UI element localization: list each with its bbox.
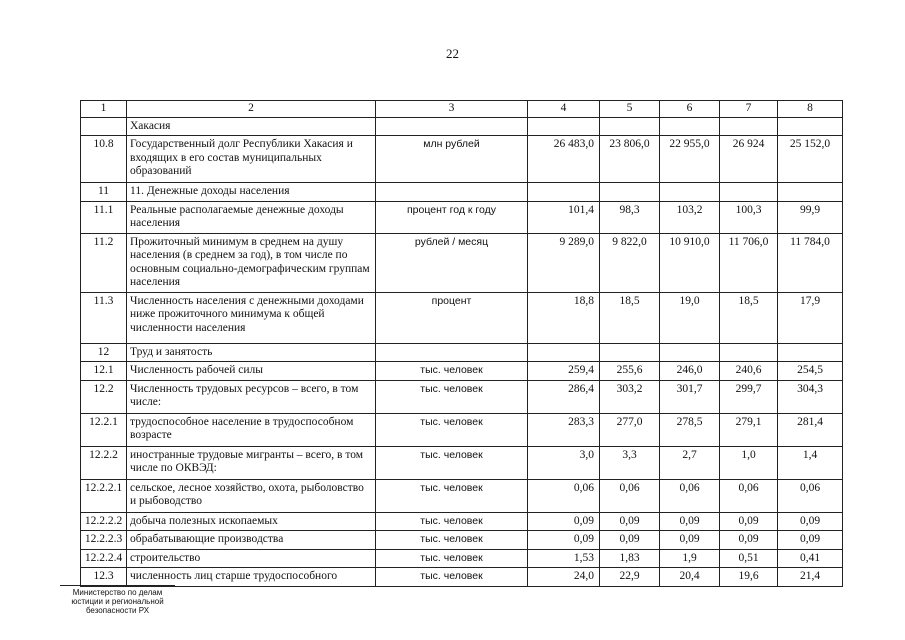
unit-cell: тыс. человек [376,512,528,531]
table-row [81,362,843,381]
value-cell: 304,3 [778,380,843,413]
indicator-name-cell: сельское, лесное хозяйство, охота, рыболовство и рыбоводство [127,479,376,512]
value-cell: 24,0 [528,568,600,587]
unit-cell: процент год к году [376,201,528,233]
table-row [81,136,843,183]
indicator-name-cell: обрабатывающие производства [127,531,376,550]
ministry-stamp [60,585,175,615]
value-cell: 3,0 [528,446,600,479]
value-cell: 281,4 [778,413,843,446]
value-cell: 26 483,0 [528,136,600,183]
row-number-cell: 12.2.2.1 [81,479,127,512]
unit-cell: тыс. человек [376,479,528,512]
value-cell: 279,1 [720,413,778,446]
header-cell: 8 [778,101,843,118]
value-cell [660,183,720,202]
value-cell [660,343,720,362]
value-cell: 18,5 [600,292,660,343]
indicator-name-cell: иностранные трудовые мигранты – всего, в том числе по ОКВЭД: [127,446,376,479]
unit-cell: рублей / месяц [376,233,528,292]
row-number-cell: 12.2.2.2 [81,512,127,531]
row-number-cell: 11.2 [81,233,127,292]
value-cell: 303,2 [600,380,660,413]
value-cell: 25 152,0 [778,136,843,183]
indicator-name-cell: Хакасия [127,117,376,136]
value-cell: 286,4 [528,380,600,413]
value-cell: 0,09 [528,531,600,550]
indicator-name-cell: Государственный долг Республики Хакасия и входящих в его состав муниципальных образований [127,136,376,183]
value-cell: 22,9 [600,568,660,587]
value-cell: 23 806,0 [600,136,660,183]
value-cell: 17,9 [778,292,843,343]
indicator-name-cell: Реальные располагаемые денежные доходы населения [127,201,376,233]
value-cell: 278,5 [660,413,720,446]
value-cell [720,343,778,362]
table-row [81,479,843,512]
row-number-cell: 12.1 [81,362,127,381]
value-cell: 246,0 [660,362,720,381]
row-number-cell: 12.3 [81,568,127,587]
value-cell: 10 910,0 [660,233,720,292]
value-cell: 0,09 [778,531,843,550]
unit-cell: тыс. человек [376,549,528,568]
table-row [81,446,843,479]
value-cell: 99,9 [778,201,843,233]
indicator-name-cell: численность лиц старше трудоспособного [127,568,376,587]
value-cell: 0,09 [600,512,660,531]
value-cell: 0,09 [528,512,600,531]
row-number-cell: 12.2.2.3 [81,531,127,550]
indicator-name-cell: Численность трудовых ресурсов – всего, в том числе: [127,380,376,413]
value-cell: 255,6 [600,362,660,381]
unit-cell: тыс. человек [376,380,528,413]
value-cell: 0,06 [720,479,778,512]
unit-cell [376,183,528,202]
value-cell: 0,06 [660,479,720,512]
row-number-cell: 11.1 [81,201,127,233]
value-cell: 2,7 [660,446,720,479]
header-cell: 4 [528,101,600,118]
row-number-cell: 11 [81,183,127,202]
header-row [81,101,843,118]
row-number-cell: 10.8 [81,136,127,183]
stamp-line: Министерство по делам [72,588,163,597]
row-number-cell: 12.2.1 [81,413,127,446]
unit-cell: млн рублей [376,136,528,183]
value-cell [528,183,600,202]
unit-cell: тыс. человек [376,531,528,550]
value-cell: 0,06 [600,479,660,512]
value-cell: 259,4 [528,362,600,381]
unit-cell: тыс. человек [376,446,528,479]
value-cell: 277,0 [600,413,660,446]
value-cell: 301,7 [660,380,720,413]
stamp-line: безопасности РХ [85,606,150,615]
header-cell: 2 [127,101,376,118]
table-row [81,343,843,362]
stamp-line: юстиции и региональной [71,597,164,606]
value-cell [720,117,778,136]
value-cell [600,117,660,136]
value-cell: 21,4 [778,568,843,587]
value-cell [778,117,843,136]
table-row [81,512,843,531]
table-row [81,292,843,343]
indicator-name-cell: строительство [127,549,376,568]
unit-cell: процент [376,292,528,343]
indicator-name-cell: Численность населения с денежными доходами ниже прожиточного минимума к общей численности населения [127,292,376,343]
indicator-name-cell: добыча полезных ископаемых [127,512,376,531]
unit-cell: тыс. человек [376,413,528,446]
value-cell: 1,0 [720,446,778,479]
statistics-table [80,100,843,587]
value-cell: 1,83 [600,549,660,568]
table-row [81,531,843,550]
table-row [81,201,843,233]
table-row [81,380,843,413]
value-cell: 18,8 [528,292,600,343]
value-cell: 0,09 [600,531,660,550]
row-number-cell: 12.2.2 [81,446,127,479]
row-number-cell: 11.3 [81,292,127,343]
indicator-name-cell: Численность рабочей силы [127,362,376,381]
unit-cell: тыс. человек [376,568,528,587]
value-cell: 103,2 [660,201,720,233]
unit-cell: тыс. человек [376,362,528,381]
value-cell: 0,41 [778,549,843,568]
value-cell: 100,3 [720,201,778,233]
value-cell: 254,5 [778,362,843,381]
value-cell [528,343,600,362]
value-cell: 0,09 [660,512,720,531]
header-cell: 7 [720,101,778,118]
value-cell: 0,51 [720,549,778,568]
value-cell: 101,4 [528,201,600,233]
value-cell: 9 289,0 [528,233,600,292]
row-number-cell: 12.2.2.4 [81,549,127,568]
value-cell: 18,5 [720,292,778,343]
row-number-cell: 12.2 [81,380,127,413]
value-cell: 1,4 [778,446,843,479]
value-cell: 0,09 [778,512,843,531]
value-cell [600,343,660,362]
unit-cell [376,343,528,362]
row-number-cell [81,117,127,136]
value-cell [720,183,778,202]
table-row [81,183,843,202]
value-cell: 20,4 [660,568,720,587]
unit-cell [376,117,528,136]
value-cell [778,183,843,202]
value-cell: 0,09 [720,512,778,531]
value-cell: 1,9 [660,549,720,568]
value-cell: 240,6 [720,362,778,381]
value-cell [528,117,600,136]
table-row [81,549,843,568]
value-cell [600,183,660,202]
row-number-cell: 12 [81,343,127,362]
value-cell: 9 822,0 [600,233,660,292]
value-cell: 11 784,0 [778,233,843,292]
value-cell: 19,0 [660,292,720,343]
value-cell: 0,06 [528,479,600,512]
indicator-name-cell: 11. Денежные доходы населения [127,183,376,202]
table-row [81,233,843,292]
value-cell [660,117,720,136]
value-cell: 3,3 [600,446,660,479]
value-cell: 22 955,0 [660,136,720,183]
indicator-name-cell: Прожиточный минимум в среднем на душу населения (в среднем за год), в том числе по основным социально-демографическим группам населения [127,233,376,292]
value-cell: 26 924 [720,136,778,183]
table-row [81,117,843,136]
header-cell: 3 [376,101,528,118]
value-cell [778,343,843,362]
value-cell: 19,6 [720,568,778,587]
value-cell: 299,7 [720,380,778,413]
header-cell: 1 [81,101,127,118]
value-cell: 11 706,0 [720,233,778,292]
indicator-name-cell: трудоспособное население в трудоспособном возрасте [127,413,376,446]
table-row [81,413,843,446]
value-cell: 0,06 [778,479,843,512]
value-cell: 283,3 [528,413,600,446]
header-cell: 5 [600,101,660,118]
header-cell: 6 [660,101,720,118]
page-number: 22 [446,46,459,61]
value-cell: 0,09 [720,531,778,550]
table-row [81,568,843,587]
value-cell: 98,3 [600,201,660,233]
value-cell: 0,09 [660,531,720,550]
value-cell: 1,53 [528,549,600,568]
indicator-name-cell: Труд и занятость [127,343,376,362]
